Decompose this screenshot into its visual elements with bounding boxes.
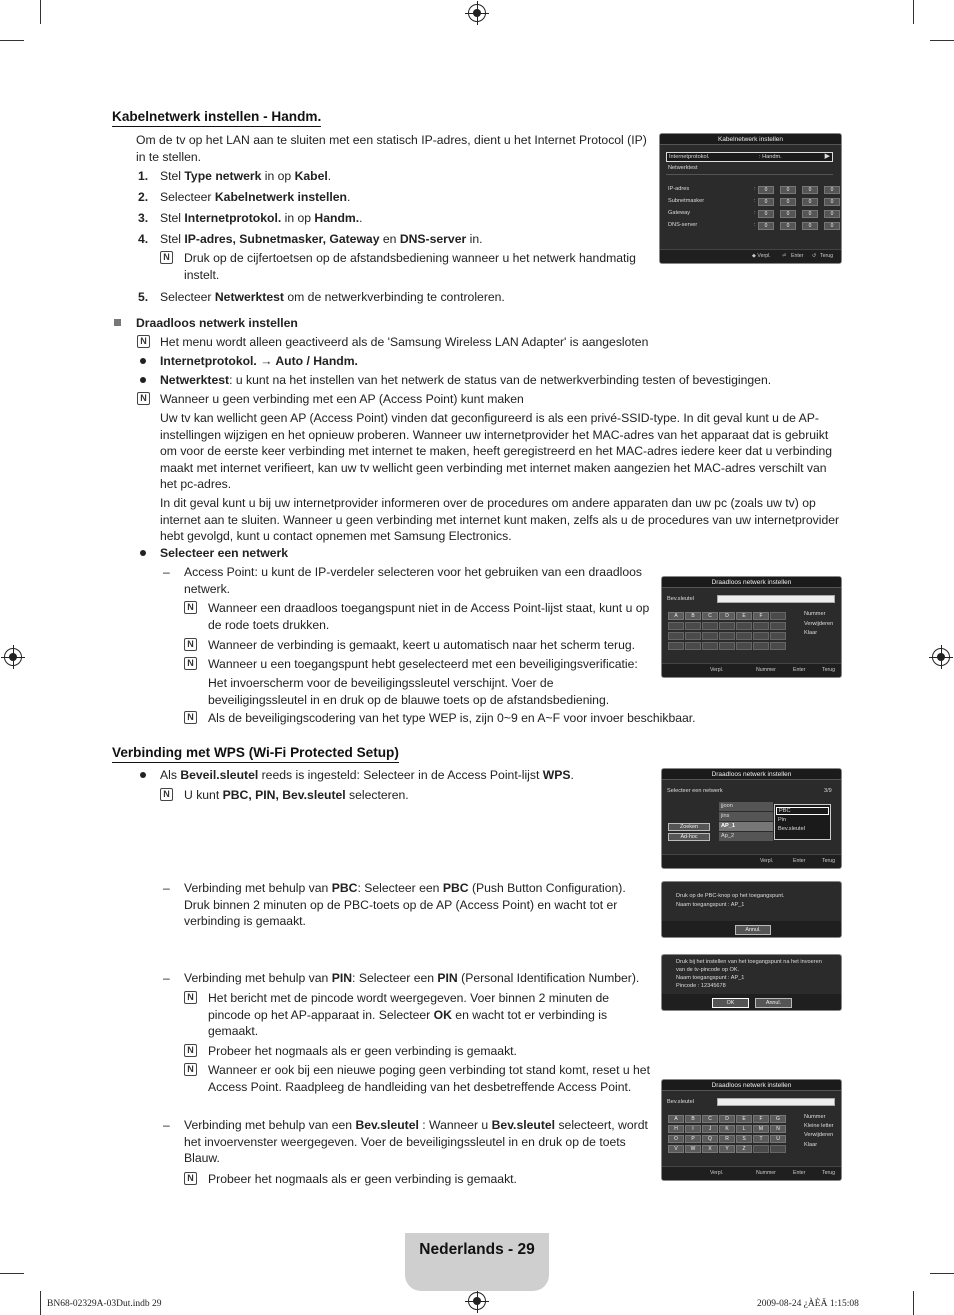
bullet-icon xyxy=(140,550,146,556)
ap-item[interactable]: jins xyxy=(719,812,773,821)
keypad-key[interactable]: J xyxy=(702,1125,718,1133)
keypad-key[interactable]: S xyxy=(736,1135,752,1143)
keypad-key-blank xyxy=(719,622,735,630)
keypad-key[interactable]: Z xyxy=(736,1145,752,1153)
step-number: 5. xyxy=(138,290,149,304)
ap-note-3b: Het invoerscherm voor de beveiligingssleutel verschijnt. Voer de beveiligingssleutel in en druk op de blauwe toets op de afstandsbediening. xyxy=(208,676,610,707)
keypad-key-blank xyxy=(770,632,786,640)
date-info: 2009-08-24 ¿ÀÈÄ 1:15:08 xyxy=(757,1299,859,1309)
page-number-badge: Nederlands - 29 xyxy=(405,1233,549,1291)
square-bullet-icon xyxy=(114,319,121,326)
key-text: Verbinding met behulp van een Bev.sleutel : Wanneer u Bev.sleutel selecteert, wordt het invoervenster weergegeven. Voer de beveiligingssleutel in en druk op de toets Blauw. xyxy=(184,1118,648,1165)
keypad-key-blank xyxy=(668,632,684,640)
field-label: Subnetmasker xyxy=(668,198,705,204)
ap-item[interactable]: jjoon xyxy=(719,802,773,811)
pin-text: Verbinding met behulp van PIN: Selecteer een PIN (Personal Identification Number). xyxy=(184,971,640,985)
pin-ok-button[interactable]: OK xyxy=(712,998,749,1008)
keypad-key-blank xyxy=(719,632,735,640)
ap-note-1: Wanneer een draadloos toegangspunt niet in de Access Point-lijst staat, kunt u op de rode toets drukken. xyxy=(208,601,650,632)
wps-network-list-screen: Draadloos netwerk instellen Selecteer een netwerk 3/9 jjoon jins AP_1 Ap_2 Zoeken Ad-hoc PBC Pin Bev.sleutel Verpl. Enter Terug xyxy=(661,768,842,869)
wireless-note-2: Wanneer u geen verbinding met een AP (Access Point) kunt maken xyxy=(160,392,524,406)
ap-note-2: Wanneer de verbinding is gemaakt, keert u automatisch naar het scherm terug. xyxy=(208,638,636,652)
bullet-icon xyxy=(140,772,146,778)
step-4: Stel IP-adres, Subnetmasker, Gateway en DNS-server in. xyxy=(160,232,483,246)
keypad-key-blank xyxy=(685,632,701,640)
pin-dialog: Druk bij het instellen van het toegangspunt na het invoeren van de tv-pincode op OK. Naam toegangspunt : AP_1 Pincode : 12345678 OK Annul. xyxy=(661,954,842,1011)
wireless-heading: Draadloos netwerk instellen xyxy=(136,316,298,330)
key-input-field[interactable] xyxy=(717,595,835,603)
registration-mark-top xyxy=(468,4,486,22)
section-heading-cable: Kabelnetwerk instellen - Handm. xyxy=(112,109,321,127)
arrow-right-icon: ▶ xyxy=(824,153,830,160)
ip-octet-field[interactable]: 0 xyxy=(758,198,774,206)
ip-octet-field[interactable]: 0 xyxy=(824,222,840,230)
keypad-key[interactable]: D xyxy=(719,1115,735,1123)
bullet-icon xyxy=(140,358,146,364)
ip-octet-field[interactable]: 0 xyxy=(780,186,796,194)
step-2: Selecteer Kabelnetwerk instellen. xyxy=(160,190,351,204)
ip-octet-field[interactable]: 0 xyxy=(780,210,796,218)
pin-cancel-button[interactable]: Annul. xyxy=(755,998,792,1008)
keypad-key[interactable]: P xyxy=(685,1135,701,1143)
screen-footer: ◆ Verpl. ⏎ Enter ↺ Terug xyxy=(660,249,841,263)
menu-pbc[interactable]: PBC xyxy=(776,807,829,815)
side-nummer: Nummer xyxy=(804,611,826,617)
wireless-note-1: Het menu wordt alleen geactiveerd als de 'Samsung Wireless LAN Adapter' is aangesloten xyxy=(160,335,649,349)
wps-menu xyxy=(774,804,831,840)
keypad-key-blank xyxy=(736,622,752,630)
note-icon: N xyxy=(184,1172,197,1185)
keypad-key[interactable]: F xyxy=(753,612,769,620)
keypad-key[interactable]: D xyxy=(719,612,735,620)
ip-octet-field[interactable]: 0 xyxy=(780,198,796,206)
pin-note-3: Wanneer er ook bij een nieuwe poging geen verbinding tot stand komt, reset u het Access Point. Raadpleeg de handleiding van het desbetreffende Access Point. xyxy=(208,1063,650,1094)
pbc-text: Verbinding met behulp van PBC: Selecteer een PBC (Push Button Configuration). Druk binnen 2 minuten op de PBC-toets op de AP (Access Point) en wacht tot er verbinding is gemaakt. xyxy=(184,881,626,928)
note-icon: N xyxy=(137,392,150,405)
dash-icon: – xyxy=(163,971,170,985)
keypad-key[interactable]: R xyxy=(719,1135,735,1143)
note-icon: N xyxy=(160,788,173,801)
wps-bullet-1-note: U kunt PBC, PIN, Bev.sleutel selecteren. xyxy=(184,788,409,802)
keypad-key[interactable]: X xyxy=(702,1145,718,1153)
keypad-key[interactable]: F xyxy=(753,1115,769,1123)
note-icon: N xyxy=(184,601,197,614)
keypad-key[interactable]: T xyxy=(753,1135,769,1143)
wps-bullet-1: Als Beveil.sleutel reeds is ingesteld: Selecteer in de Access Point-lijst WPS. xyxy=(160,768,574,782)
keypad-key-blank xyxy=(753,1145,769,1153)
step-4-note: Druk op de cijfertoetsen op de afstandsbediening wanneer u het netwerk handmatig instelt. xyxy=(184,251,636,282)
keypad-key[interactable]: N xyxy=(770,1125,786,1133)
pbc-cancel-button[interactable]: Annul. xyxy=(735,925,771,935)
dash-icon: – xyxy=(163,1118,170,1132)
menu-pin[interactable]: Pin xyxy=(778,817,787,823)
registration-mark-left xyxy=(4,648,22,666)
keypad-key[interactable]: M xyxy=(753,1125,769,1133)
ip-octet-field[interactable]: 0 xyxy=(802,210,818,218)
ip-octet-field[interactable]: 0 xyxy=(824,210,840,218)
keypad-key[interactable]: W xyxy=(685,1145,701,1153)
pin-note-1: Het bericht met de pincode wordt weergegeven. Voer binnen 2 minuten de pincode op het AP-apparaat in. Selecteer OK en wacht tot er verbinding is gemaakt. xyxy=(208,991,610,1038)
keypad-key[interactable]: H xyxy=(668,1125,684,1133)
step-number: 3. xyxy=(138,211,149,225)
keypad-key[interactable]: K xyxy=(719,1125,735,1133)
ip-octet-field[interactable]: 0 xyxy=(780,222,796,230)
note-icon: N xyxy=(184,1063,197,1076)
keypad-key-blank xyxy=(668,642,684,650)
keypad-key-blank xyxy=(685,622,701,630)
wireless-para-2: In dit geval kunt u bij uw internetprovider informeren over de procedures om andere apparaten dan uw pc (zoals uw tv) op internet aan te sluiten. Wanneer u geen verbinding met internet kunt maken, zelfs als u de procedures van uw internetprovider hebt gevolgd, kunt u contact opnemen met Samsung Electronics. xyxy=(160,496,840,543)
registration-mark-bottom xyxy=(468,1292,486,1310)
ip-octet-field[interactable]: 0 xyxy=(758,186,774,194)
ip-octet-field[interactable]: 0 xyxy=(802,198,818,206)
keypad-key[interactable]: C xyxy=(702,612,718,620)
keypad-key[interactable]: L xyxy=(736,1125,752,1133)
keypad-key-blank xyxy=(702,632,718,640)
keypad-key[interactable]: E xyxy=(736,612,752,620)
step-3: Stel Internetprotokol. in op Handm.. xyxy=(160,211,363,225)
keypad-key-blank xyxy=(668,622,684,630)
keypad-key-blank xyxy=(753,622,769,630)
step-number: 1. xyxy=(138,169,149,183)
wireless-key-screen-2: Draadloos netwerk instellen Bev.sleutel A B C D E F G H I J K L M N O P Q R S T U V W X Y Z Nummer Kleine letter Verwijderen Klaar Verpl. Nummer Enter Terug xyxy=(661,1079,842,1181)
field-label: Gateway xyxy=(668,210,691,216)
zoeken-button[interactable]: Zoeken xyxy=(668,823,710,831)
keypad-key-blank xyxy=(753,632,769,640)
keypad-key[interactable]: G xyxy=(770,1115,786,1123)
key-note-1: Probeer het nogmaals als er geen verbinding is gemaakt. xyxy=(208,1172,517,1186)
field-label: DNS-server xyxy=(668,222,698,228)
keypad-key-blank xyxy=(736,642,752,650)
ip-octet-field[interactable]: 0 xyxy=(824,198,840,206)
return-icon: ↺ xyxy=(812,253,817,259)
step-5: Selecteer Netwerktest om de netwerkverbinding te controleren. xyxy=(160,290,505,304)
keypad-key[interactable]: O xyxy=(668,1135,684,1143)
side-verwijderen: Verwijderen xyxy=(804,621,834,627)
keypad-key[interactable]: A xyxy=(668,1115,684,1123)
step-number: 4. xyxy=(138,232,149,246)
note-icon: N xyxy=(160,251,173,264)
keypad-key[interactable]: Y xyxy=(719,1145,735,1153)
side-klaar: Klaar xyxy=(804,630,818,636)
ip-octet-field[interactable]: 0 xyxy=(758,222,774,230)
ap-note-4: Als de beveiligingscodering van het type WEP is, zijn 0~9 en A~F voor invoer beschikbaar. xyxy=(208,711,696,725)
ip-octet-field[interactable]: 0 xyxy=(758,210,774,218)
keypad-key-blank xyxy=(685,642,701,650)
keypad-key[interactable]: I xyxy=(685,1125,701,1133)
keypad-key[interactable]: B xyxy=(685,1115,701,1123)
keypad-key[interactable]: A xyxy=(668,612,684,620)
dash-icon: – xyxy=(163,881,170,895)
row-internetprotocol[interactable]: Internetprotokol. : Handm. ▶ xyxy=(666,152,833,162)
row-netwerktest[interactable]: Netwerktest xyxy=(668,165,698,171)
keypad-key[interactable]: Q xyxy=(702,1135,718,1143)
note-icon: N xyxy=(137,335,150,348)
wireless-bullet-1: Internetprotokol. → Auto / Handm. xyxy=(160,354,358,368)
ad-hoc-button[interactable]: Ad-hoc xyxy=(668,833,710,841)
keypad-key-blank xyxy=(702,622,718,630)
screen-title: Kabelnetwerk instellen xyxy=(660,134,841,145)
keypad-key-blank xyxy=(770,642,786,650)
section-heading-wps: Verbinding met WPS (Wi-Fi Protected Setup) xyxy=(112,745,399,763)
menu-bev-sleutel[interactable]: Bev.sleutel xyxy=(778,826,805,832)
step-1: Stel Type netwerk in op Kabel. xyxy=(160,169,332,183)
keypad-key[interactable]: C xyxy=(702,1115,718,1123)
keypad-key-blank xyxy=(770,622,786,630)
keypad-key[interactable]: E xyxy=(736,1115,752,1123)
ap-note-3: Wanneer u een toegangspunt hebt geselecteerd met een beveiligingsverificatie: xyxy=(208,657,638,671)
wireless-para-1: Uw tv kan wellicht geen AP (Access Point) vinden dat geconfigureerd is als een privé-SSID-type. In dit geval kunt u de AP-instellingen wijzigen en het opnieuw proberen. Wanneer uw internetprovider het MAC-adres van het apparaat dat is gebruikt om voor de eerste keer verbinding met internet te maken, heeft geregistreerd en het MAC-adres iedere keer dat u verbinding maakt met internet verifieert, kan uw tv wellicht geen verbinding met internet maken aangezien het MAC-adres verschilt van het pc-adres. xyxy=(160,411,833,491)
keypad-key[interactable]: B xyxy=(685,612,701,620)
keypad-key-blank xyxy=(702,642,718,650)
cable-network-screen: Kabelnetwerk instellen Internetprotokol. : Handm. ▶ Netwerktest IP-adres : 0 0 0 0 Subnetmasker : 0 0 0 0 Gateway : 0 0 0 0 DNS-server : 0 0 0 0 ◆ Verpl. ⏎ Enter ↺ Terug xyxy=(659,133,842,264)
pbc-dialog: Druk op de PBC-knop op het toegangspunt. Naam toegangspunt : AP_1 Annul. xyxy=(661,881,842,938)
ip-octet-field[interactable]: 0 xyxy=(802,186,818,194)
note-icon: N xyxy=(184,711,197,724)
ip-octet-field[interactable]: 0 xyxy=(824,186,840,194)
enter-icon: ⏎ xyxy=(782,253,787,259)
dash-icon: – xyxy=(163,565,170,579)
field-label: IP-adres xyxy=(668,186,690,192)
ip-octet-field[interactable]: 0 xyxy=(802,222,818,230)
pin-note-2: Probeer het nogmaals als er geen verbinding is gemaakt. xyxy=(208,1044,517,1058)
wireless-bullet-3: Selecteer een netwerk xyxy=(160,546,289,560)
note-icon: N xyxy=(184,1044,197,1057)
note-icon: N xyxy=(184,638,197,651)
note-icon: N xyxy=(184,657,197,670)
ap-item-selected[interactable]: AP_1 xyxy=(719,822,773,831)
bullet-icon xyxy=(140,377,146,383)
wireless-bullet-2: Netwerktest: u kunt na het instellen van het netwerk de status van de netwerkverbinding testen of bevestigingen. xyxy=(160,373,772,387)
note-icon: N xyxy=(184,991,197,1004)
wireless-key-screen-1: Draadloos netwerk instellen Bev.sleutel A B C D E F Nummer Verwijderen Klaar Verpl. Nummer Enter Terug xyxy=(661,576,842,678)
registration-mark-right xyxy=(932,648,950,666)
step-number: 2. xyxy=(138,190,149,204)
access-point-text: Access Point: u kunt de IP-verdeler selecteren voor het gebruiken van een draadloos netwerk. xyxy=(184,565,642,596)
ap-item[interactable]: Ap_2 xyxy=(719,832,773,841)
cable-intro: Om de tv op het LAN aan te sluiten met een statisch IP-adres, dient u het Internet Protocol (IP) in te stellen. xyxy=(136,133,647,164)
keypad-key-blank xyxy=(770,1145,786,1153)
keypad-key-blank xyxy=(736,632,752,640)
keypad-key-blank xyxy=(719,642,735,650)
keypad-key-blank xyxy=(753,642,769,650)
key-input-field[interactable] xyxy=(717,1098,835,1106)
keypad-key[interactable]: V xyxy=(668,1145,684,1153)
file-info: BN68-02329A-03Dut.indb 29 xyxy=(47,1299,162,1309)
keypad-key[interactable]: U xyxy=(770,1135,786,1143)
